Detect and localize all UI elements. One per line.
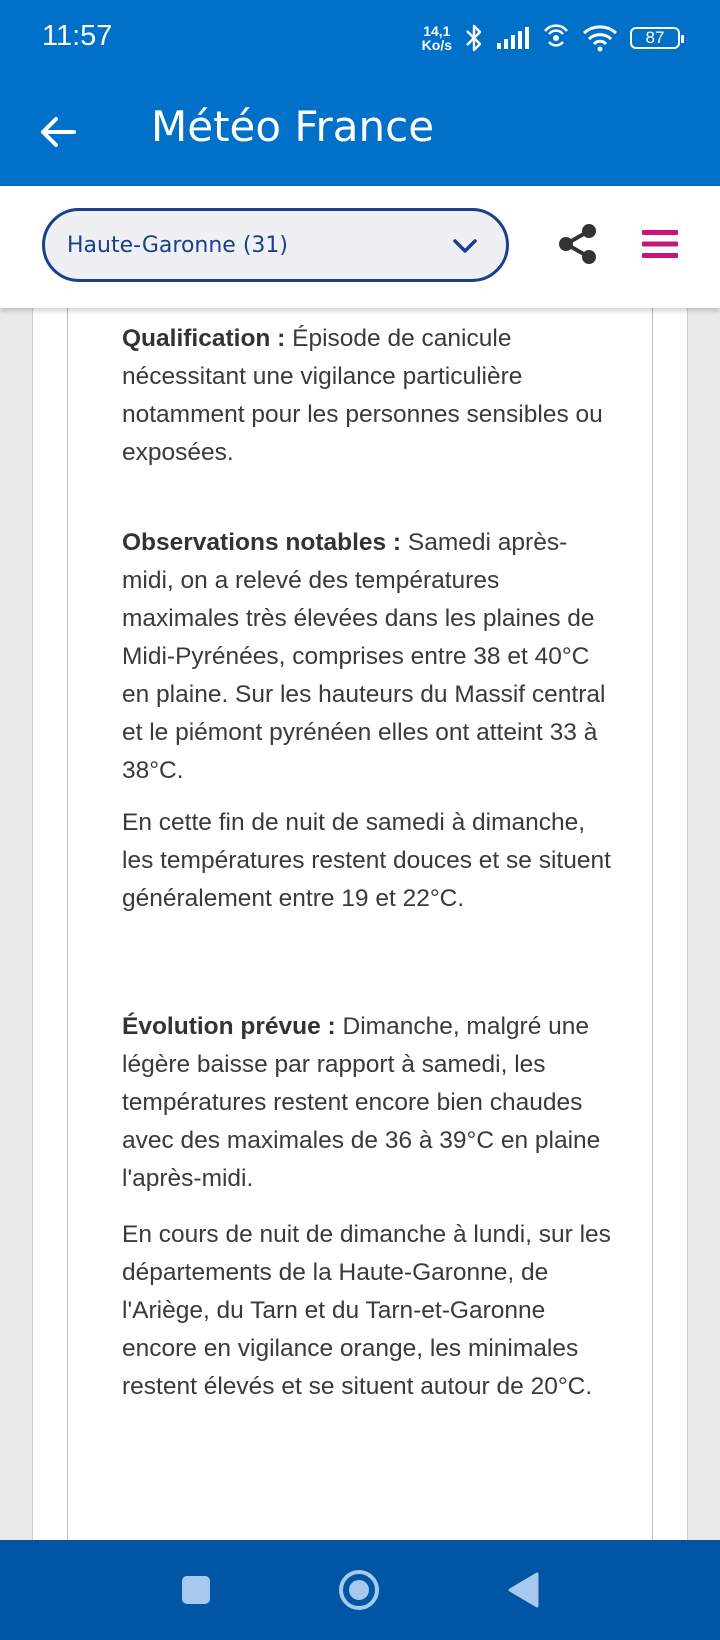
- status-time: 11:57: [42, 20, 113, 52]
- bluetooth-icon: [464, 23, 484, 53]
- toolbar: [0, 186, 720, 308]
- evolution-paragraph: [122, 1008, 612, 1198]
- navigation-bar: [0, 1540, 720, 1640]
- observations-paragraph: [122, 524, 612, 790]
- qualification-paragraph: [122, 320, 612, 472]
- recents-square-icon[interactable]: [172, 1566, 220, 1614]
- bulletin-content[interactable]: [0, 308, 720, 1540]
- network-speed: [422, 24, 452, 52]
- evolution-label: Évolution prévue :: [122, 1013, 336, 1040]
- network-speed-value: 14,1: [423, 23, 451, 39]
- observations-label: Observations notables :: [122, 529, 402, 556]
- monday-paragraph: En cours de nuit de dimanche à lundi, sur les départements de la Haute-Garonne, de l'Ariège, du Tarn et du Tarn-et-Garonne encore en vigilance orange, les minimales restent élevés et se situent autour de 20°C.: [122, 1221, 611, 1400]
- battery-level: 87: [645, 28, 665, 47]
- observations-text: Samedi après-midi, on a relevé des températures maximales très élevées dans les plaines de Midi-Pyrénées, comprises entre 38 et 40°C en plaine. Sur les hauteurs du Massif central et le piémont pyrénéen elles ont atteint 33 à 38°C.: [122, 529, 606, 784]
- department-select[interactable]: [42, 208, 509, 282]
- hamburger-menu-icon[interactable]: [640, 224, 680, 264]
- app-title: Météo France: [151, 102, 435, 151]
- chevron-down-icon: [452, 233, 478, 259]
- battery-icon: [630, 27, 680, 49]
- qualification-text: Épisode de canicule nécessitant une vigilance particulière notamment pour les personnes sensibles ou exposées.: [122, 325, 603, 466]
- hotspot-icon: [542, 24, 570, 52]
- share-icon[interactable]: [556, 222, 600, 266]
- network-speed-unit: Ko/s: [421, 37, 452, 53]
- status-bar: [0, 0, 720, 78]
- status-icons: [422, 20, 680, 56]
- evolution-text: Dimanche, malgré une légère baisse par rapport à samedi, les températures restent encore bien chaudes avec des maximales de 36 à 39°C en plaine l'après-midi.: [122, 1013, 601, 1192]
- department-select-value: Haute-Garonne (31): [67, 232, 288, 258]
- signal-icon: [496, 26, 530, 50]
- wifi-icon: [582, 24, 618, 52]
- home-circle-icon[interactable]: [335, 1566, 383, 1614]
- night-paragraph: En cette fin de nuit de samedi à dimanche, les températures restent douces et se situent généralement entre 19 et 22°C.: [122, 809, 611, 912]
- app-bar: [0, 78, 720, 186]
- back-triangle-icon[interactable]: [499, 1566, 547, 1614]
- arrow-left-icon[interactable]: [34, 108, 82, 156]
- qualification-label: Qualification :: [122, 325, 286, 352]
